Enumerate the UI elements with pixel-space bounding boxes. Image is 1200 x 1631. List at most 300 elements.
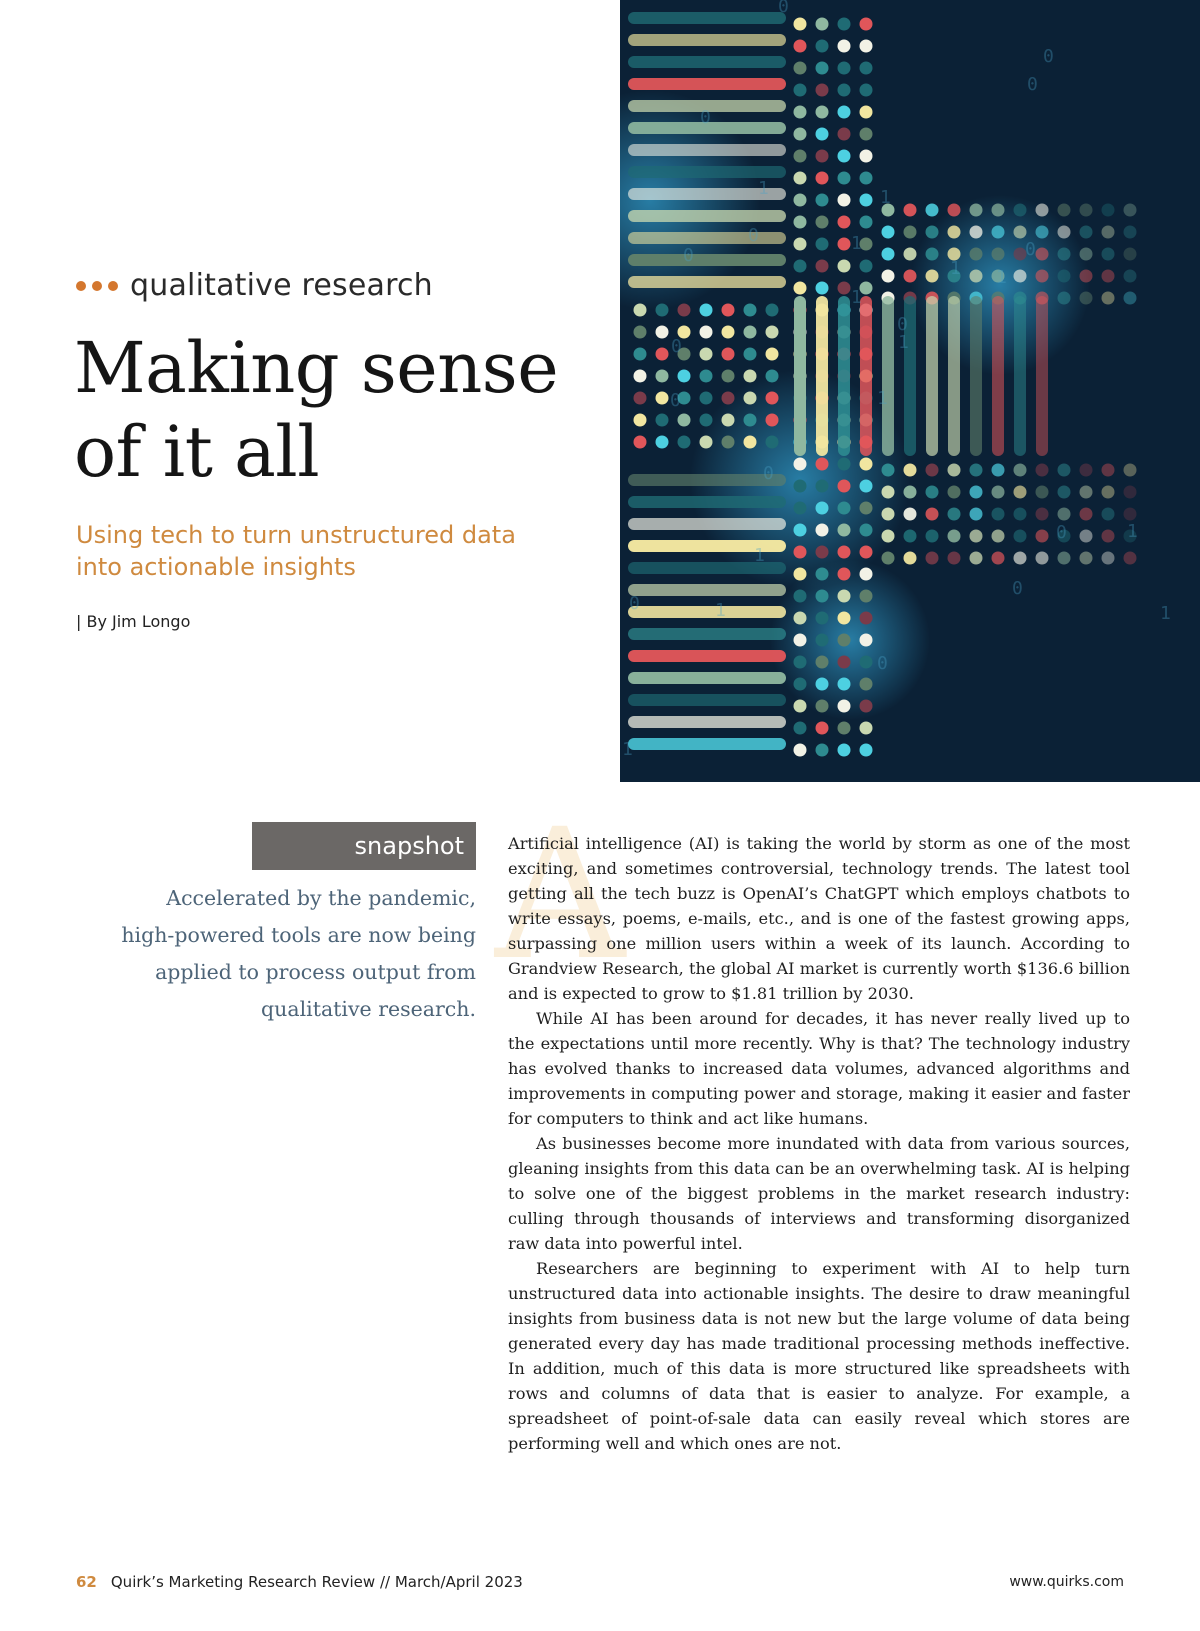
mosaic-dot: [838, 568, 851, 581]
mosaic-dot: [1080, 552, 1093, 565]
mosaic-dot: [794, 172, 807, 185]
mosaic-dot: [904, 270, 917, 283]
mosaic-dot: [904, 530, 917, 543]
mosaic-dot: [1102, 226, 1115, 239]
mosaic-dot: [860, 700, 873, 713]
mosaic-bar: [794, 296, 806, 456]
binary-digit: 0: [1027, 74, 1038, 95]
mosaic-dot: [656, 370, 669, 383]
mosaic-dot: [838, 84, 851, 97]
mosaic-dot: [860, 172, 873, 185]
mosaic-bar: [992, 296, 1004, 456]
mosaic-dot: [992, 486, 1005, 499]
mosaic-dot: [1014, 552, 1027, 565]
mosaic-dot: [722, 326, 735, 339]
mosaic-dot: [948, 552, 961, 565]
body-paragraph: Artificial intelligence (AI) is taking the world by storm as one of the most exciting, and sometimes controversial, technology trends. The latest tool getting all the tech buzz is OpenAI’s ChatGPT which employs chatbots to write essays, poems, e-mails, etc., and is one of the fastest growing apps, surpassing one million users within a week of its launch. According to Grandview Research, the global AI market is currently worth $136.6 billion and is expected to grow to $1.81 trillion by 2030.: [508, 834, 1130, 1003]
mosaic-dot: [970, 486, 983, 499]
binary-digit: 0: [877, 653, 888, 674]
binary-digit: 0: [670, 390, 681, 411]
section-kicker: [76, 268, 433, 303]
mosaic-bar: [926, 296, 938, 456]
mosaic-dot: [1058, 248, 1071, 261]
binary-digit: 0: [1025, 239, 1036, 260]
mosaic-dot: [838, 282, 851, 295]
binary-digit: 1: [851, 287, 862, 308]
mosaic-dot: [838, 172, 851, 185]
mosaic-dot: [860, 678, 873, 691]
mosaic-dot: [882, 552, 895, 565]
mosaic-dot: [860, 84, 873, 97]
mosaic-dot: [992, 552, 1005, 565]
mosaic-dot: [1058, 204, 1071, 217]
mosaic-dot: [722, 370, 735, 383]
mosaic-dot: [700, 436, 713, 449]
mosaic-dot: [860, 106, 873, 119]
mosaic-dot: [678, 304, 691, 317]
mosaic-dot: [816, 282, 829, 295]
mosaic-bar: [970, 296, 982, 456]
mosaic-dot: [816, 744, 829, 757]
mosaic-dot: [838, 18, 851, 31]
mosaic-dot: [722, 304, 735, 317]
mosaic-dot: [1124, 464, 1137, 477]
mosaic-dot: [992, 464, 1005, 477]
mosaic-dot: [744, 326, 757, 339]
binary-digit: 1: [880, 187, 891, 208]
byline: | By Jim Longo: [76, 612, 191, 631]
mosaic-dot: [794, 106, 807, 119]
binary-digit: 0: [700, 107, 711, 128]
binary-digit: 1: [996, 267, 1007, 288]
mosaic-dot: [1102, 292, 1115, 305]
website-link[interactable]: www.quirks.com: [1009, 1574, 1124, 1590]
mosaic-dot: [948, 486, 961, 499]
mosaic-dot: [722, 436, 735, 449]
mosaic-dot: [860, 458, 873, 471]
mosaic-dot: [816, 84, 829, 97]
mosaic-bar: [628, 738, 786, 750]
mosaic-dot: [970, 552, 983, 565]
mosaic-bar: [948, 296, 960, 456]
mosaic-dot: [860, 722, 873, 735]
mosaic-dot: [794, 260, 807, 273]
mosaic-dot: [634, 304, 647, 317]
mosaic-dot: [700, 304, 713, 317]
mosaic-dot: [794, 612, 807, 625]
mosaic-dot: [860, 62, 873, 75]
mosaic-dot: [1124, 270, 1137, 283]
mosaic-bar: [628, 166, 786, 178]
mosaic-dot: [1014, 204, 1027, 217]
mosaic-dot: [1014, 486, 1027, 499]
binary-digit: 1: [898, 332, 909, 353]
mosaic-dot: [766, 370, 779, 383]
mosaic-dot: [700, 370, 713, 383]
mosaic-dot: [904, 508, 917, 521]
mosaic-dot: [816, 480, 829, 493]
mosaic-dot: [838, 656, 851, 669]
mosaic-dot: [794, 238, 807, 251]
mosaic-dot: [860, 128, 873, 141]
mosaic-bar: [628, 518, 786, 530]
mosaic-dot: [816, 194, 829, 207]
mosaic-dot: [860, 502, 873, 515]
mosaic-dot: [882, 248, 895, 261]
mosaic-dot: [794, 194, 807, 207]
mosaic-dot: [904, 248, 917, 261]
mosaic-dot: [794, 502, 807, 515]
mosaic-dot: [838, 546, 851, 559]
mosaic-bar: [628, 232, 786, 244]
mosaic-dot: [794, 722, 807, 735]
mosaic-dot: [1080, 464, 1093, 477]
mosaic-dot: [838, 502, 851, 515]
mosaic-dot: [766, 304, 779, 317]
mosaic-dot: [816, 546, 829, 559]
mosaic-dot: [1080, 270, 1093, 283]
mosaic-dot: [766, 436, 779, 449]
dropcap-watermark: A: [495, 791, 625, 1000]
hero-illustration: [620, 0, 1200, 782]
binary-digit: 0: [629, 593, 640, 614]
mosaic-dot: [882, 270, 895, 283]
body-paragraph: Researchers are beginning to experiment with AI to help turn unstructured data into actionable insights. The desire to draw meaningful insights from business data is not new but the large volume of data being generated every day has made traditional processing methods ineffective. In addition, much of this data is more structured like spreadsheets with rows and columns of data that is easier to analyze. For example, a spreadsheet of point-of-sale data can easily reveal which stores are performing well and which ones are not.: [508, 1259, 1130, 1453]
mosaic-dot: [838, 722, 851, 735]
mosaic-dot: [1124, 508, 1137, 521]
mosaic-dot: [838, 106, 851, 119]
mosaic-bar: [860, 296, 872, 456]
mosaic-dot: [926, 530, 939, 543]
mosaic-dot: [744, 304, 757, 317]
mosaic-dot: [1102, 464, 1115, 477]
mosaic-dot: [860, 480, 873, 493]
mosaic-dot: [904, 204, 917, 217]
mosaic-dot: [1014, 530, 1027, 543]
binary-digit: 1: [877, 388, 888, 409]
mosaic-dot: [860, 150, 873, 163]
mosaic-dot: [794, 678, 807, 691]
mosaic-dot: [838, 634, 851, 647]
mosaic-dot: [970, 530, 983, 543]
mosaic-dot: [744, 370, 757, 383]
mosaic-dot: [744, 348, 757, 361]
mosaic-dot: [1102, 248, 1115, 261]
mosaic-dot: [816, 18, 829, 31]
mosaic-dot: [1102, 204, 1115, 217]
binary-digit: 0: [897, 314, 908, 335]
mosaic-dot: [838, 128, 851, 141]
mosaic-dot: [656, 436, 669, 449]
binary-digit: 0: [748, 225, 759, 246]
mosaic-dot: [948, 226, 961, 239]
mosaic-dot: [992, 508, 1005, 521]
mosaic-dot: [816, 458, 829, 471]
mosaic-dot: [766, 392, 779, 405]
mosaic-dot: [794, 128, 807, 141]
mosaic-dot: [992, 248, 1005, 261]
mosaic-bar: [882, 296, 894, 456]
mosaic-dot: [1124, 226, 1137, 239]
mosaic-dot: [838, 216, 851, 229]
mosaic-dot: [722, 348, 735, 361]
mosaic-dot: [634, 436, 647, 449]
mosaic-dot: [656, 304, 669, 317]
mosaic-dot: [926, 270, 939, 283]
mosaic-dot: [722, 392, 735, 405]
mosaic-dot: [1014, 464, 1027, 477]
binary-digit: 0: [1056, 522, 1067, 543]
binary-digit: 0: [778, 0, 789, 17]
mosaic-dot: [1036, 464, 1049, 477]
mosaic-dot: [926, 464, 939, 477]
mosaic-dot: [904, 486, 917, 499]
mosaic-dot: [816, 238, 829, 251]
mosaic-dot: [816, 568, 829, 581]
mosaic-dot: [816, 634, 829, 647]
mosaic-dot: [766, 348, 779, 361]
mosaic-dot: [992, 226, 1005, 239]
mosaic-dot: [1036, 226, 1049, 239]
mosaic-bar: [628, 210, 786, 222]
mosaic-dot: [1058, 270, 1071, 283]
mosaic-dot: [794, 282, 807, 295]
mosaic-dot: [970, 204, 983, 217]
mosaic-dot: [1080, 530, 1093, 543]
mosaic-dot: [656, 348, 669, 361]
mosaic-dot: [970, 464, 983, 477]
mosaic-dot: [882, 486, 895, 499]
mosaic-dot: [634, 414, 647, 427]
mosaic-bar: [1014, 296, 1026, 456]
binary-digit: 0: [1043, 46, 1054, 67]
mosaic-dot: [860, 744, 873, 757]
mosaic-dot: [634, 370, 647, 383]
mosaic-dot: [678, 436, 691, 449]
mosaic-dot: [634, 392, 647, 405]
mosaic-dot: [838, 260, 851, 273]
mosaic-dot: [860, 634, 873, 647]
mosaic-dot: [926, 204, 939, 217]
mosaic-bar: [1036, 296, 1048, 456]
mosaic-bar: [628, 650, 786, 662]
mosaic-dot: [992, 204, 1005, 217]
mosaic-dot: [816, 128, 829, 141]
mosaic-dot: [1080, 292, 1093, 305]
snapshot-text: Accelerated by the pandemic, high-powered tools are now being applied to process output from qualitative research.: [121, 886, 476, 1021]
mosaic-dot: [1102, 508, 1115, 521]
mosaic-dot: [948, 530, 961, 543]
mosaic-dot: [926, 486, 939, 499]
mosaic-dot: [838, 590, 851, 603]
data-mosaic-illustration: [620, 0, 1200, 782]
snapshot-label: snapshot: [252, 822, 476, 870]
mosaic-dot: [678, 414, 691, 427]
mosaic-bar: [628, 496, 786, 508]
article-subtitle: Using tech to turn unstructured data into actionable insights: [76, 521, 516, 581]
binary-digit: 0: [763, 463, 774, 484]
mosaic-bar: [628, 144, 786, 156]
binary-digit: 1: [1127, 521, 1138, 542]
mosaic-bar: [628, 606, 786, 618]
mosaic-dot: [1124, 552, 1137, 565]
mosaic-dot: [700, 414, 713, 427]
mosaic-dot: [882, 226, 895, 239]
mosaic-dot: [948, 204, 961, 217]
mosaic-dot: [794, 18, 807, 31]
mosaic-bar: [628, 276, 786, 288]
mosaic-dot: [860, 524, 873, 537]
mosaic-dot: [926, 248, 939, 261]
mosaic-dot: [860, 568, 873, 581]
mosaic-bar: [628, 56, 786, 68]
mosaic-dot: [882, 464, 895, 477]
mosaic-dot: [1036, 530, 1049, 543]
mosaic-dot: [766, 326, 779, 339]
mosaic-dot: [816, 216, 829, 229]
mosaic-dot: [816, 722, 829, 735]
binary-digit: 0: [683, 245, 694, 266]
mosaic-dot: [838, 238, 851, 251]
mosaic-dot: [1080, 508, 1093, 521]
mosaic-dot: [860, 590, 873, 603]
mosaic-dot: [860, 260, 873, 273]
mosaic-dot: [882, 530, 895, 543]
mosaic-dot: [838, 40, 851, 53]
mosaic-dot: [816, 62, 829, 75]
mosaic-dot: [700, 326, 713, 339]
mosaic-dot: [1124, 486, 1137, 499]
mosaic-dot: [860, 612, 873, 625]
mosaic-dot: [1036, 552, 1049, 565]
mosaic-dot: [1058, 552, 1071, 565]
mosaic-dot: [816, 260, 829, 273]
mosaic-bar: [628, 78, 786, 90]
mosaic-dot: [1014, 508, 1027, 521]
mosaic-dot: [860, 656, 873, 669]
mosaic-dot: [1036, 248, 1049, 261]
mosaic-bar: [628, 628, 786, 640]
mosaic-dot: [838, 678, 851, 691]
mosaic-dot: [816, 524, 829, 537]
mosaic-dot: [970, 226, 983, 239]
mosaic-dot: [656, 414, 669, 427]
mosaic-bar: [838, 296, 850, 456]
mosaic-dot: [970, 270, 983, 283]
mosaic-dot: [1102, 270, 1115, 283]
binary-digit: 0: [671, 336, 682, 357]
mosaic-dot: [926, 552, 939, 565]
mosaic-dot: [838, 744, 851, 757]
publication-name: Quirk’s Marketing Research Review // March/April 2023: [110, 1573, 523, 1591]
binary-digit: 1: [1160, 603, 1171, 624]
mosaic-dot: [860, 546, 873, 559]
mosaic-dot: [722, 414, 735, 427]
mosaic-dot: [1036, 270, 1049, 283]
mosaic-dot: [700, 348, 713, 361]
mosaic-bar: [628, 716, 786, 728]
mosaic-dot: [1102, 552, 1115, 565]
binary-digit: 1: [950, 258, 961, 279]
mosaic-dot: [838, 524, 851, 537]
mosaic-dot: [838, 194, 851, 207]
mosaic-bar: [628, 12, 786, 24]
mosaic-dot: [794, 568, 807, 581]
article-title: Making sense of it all: [74, 327, 559, 493]
mosaic-dot: [1058, 292, 1071, 305]
mosaic-dot: [794, 590, 807, 603]
mosaic-dot: [1124, 292, 1137, 305]
mosaic-dot: [744, 414, 757, 427]
mosaic-dot: [1036, 508, 1049, 521]
binary-digit: 1: [715, 600, 726, 621]
mosaic-dot: [678, 370, 691, 383]
binary-digit: 1: [754, 545, 765, 566]
binary-digit: 0: [1012, 578, 1023, 599]
mosaic-dot: [838, 480, 851, 493]
mosaic-dot: [1080, 204, 1093, 217]
mosaic-dot: [838, 700, 851, 713]
mosaic-dot: [926, 226, 939, 239]
body-paragraph: As businesses become more inundated with data from various sources, gleaning insights from this data can be an overwhelming task. AI is helping to solve one of the biggest problems in the market research industry: culling through thousands of interviews and transforming disorganized raw data into powerful intel.: [508, 1134, 1130, 1253]
footer-left: [76, 1573, 523, 1591]
mosaic-dot: [1058, 486, 1071, 499]
mosaic-bar: [628, 254, 786, 266]
mosaic-bar: [628, 672, 786, 684]
mosaic-dot: [766, 414, 779, 427]
mosaic-dot: [816, 590, 829, 603]
mosaic-dot: [948, 464, 961, 477]
mosaic-bar: [628, 34, 786, 46]
article-body: [508, 831, 1130, 1456]
mosaic-dot: [860, 18, 873, 31]
page-number: 62: [76, 1573, 97, 1591]
mosaic-bar: [816, 296, 828, 456]
mosaic-dot: [794, 40, 807, 53]
mosaic-dot: [634, 348, 647, 361]
mosaic-dot: [816, 612, 829, 625]
mosaic-dot: [794, 524, 807, 537]
mosaic-dot: [1058, 508, 1071, 521]
mosaic-dot: [794, 480, 807, 493]
mosaic-dot: [816, 40, 829, 53]
mosaic-dot: [656, 392, 669, 405]
mosaic-dot: [794, 546, 807, 559]
mosaic-dot: [794, 656, 807, 669]
mosaic-dot: [794, 744, 807, 757]
mosaic-dot: [970, 508, 983, 521]
mosaic-dot: [1036, 204, 1049, 217]
mosaic-dot: [816, 678, 829, 691]
mosaic-dot: [838, 150, 851, 163]
mosaic-dot: [904, 552, 917, 565]
mosaic-dot: [1058, 226, 1071, 239]
mosaic-dot: [970, 248, 983, 261]
mosaic-dot: [794, 700, 807, 713]
mosaic-dot: [634, 326, 647, 339]
mosaic-dot: [1014, 226, 1027, 239]
binary-digit: 1: [622, 739, 633, 760]
mosaic-dot: [656, 326, 669, 339]
mosaic-dot: [992, 530, 1005, 543]
mosaic-dot: [838, 458, 851, 471]
mosaic-dot: [904, 464, 917, 477]
mosaic-dot: [816, 150, 829, 163]
mosaic-dot: [816, 656, 829, 669]
mosaic-dot: [794, 62, 807, 75]
mosaic-dot: [744, 392, 757, 405]
mosaic-dot: [794, 634, 807, 647]
